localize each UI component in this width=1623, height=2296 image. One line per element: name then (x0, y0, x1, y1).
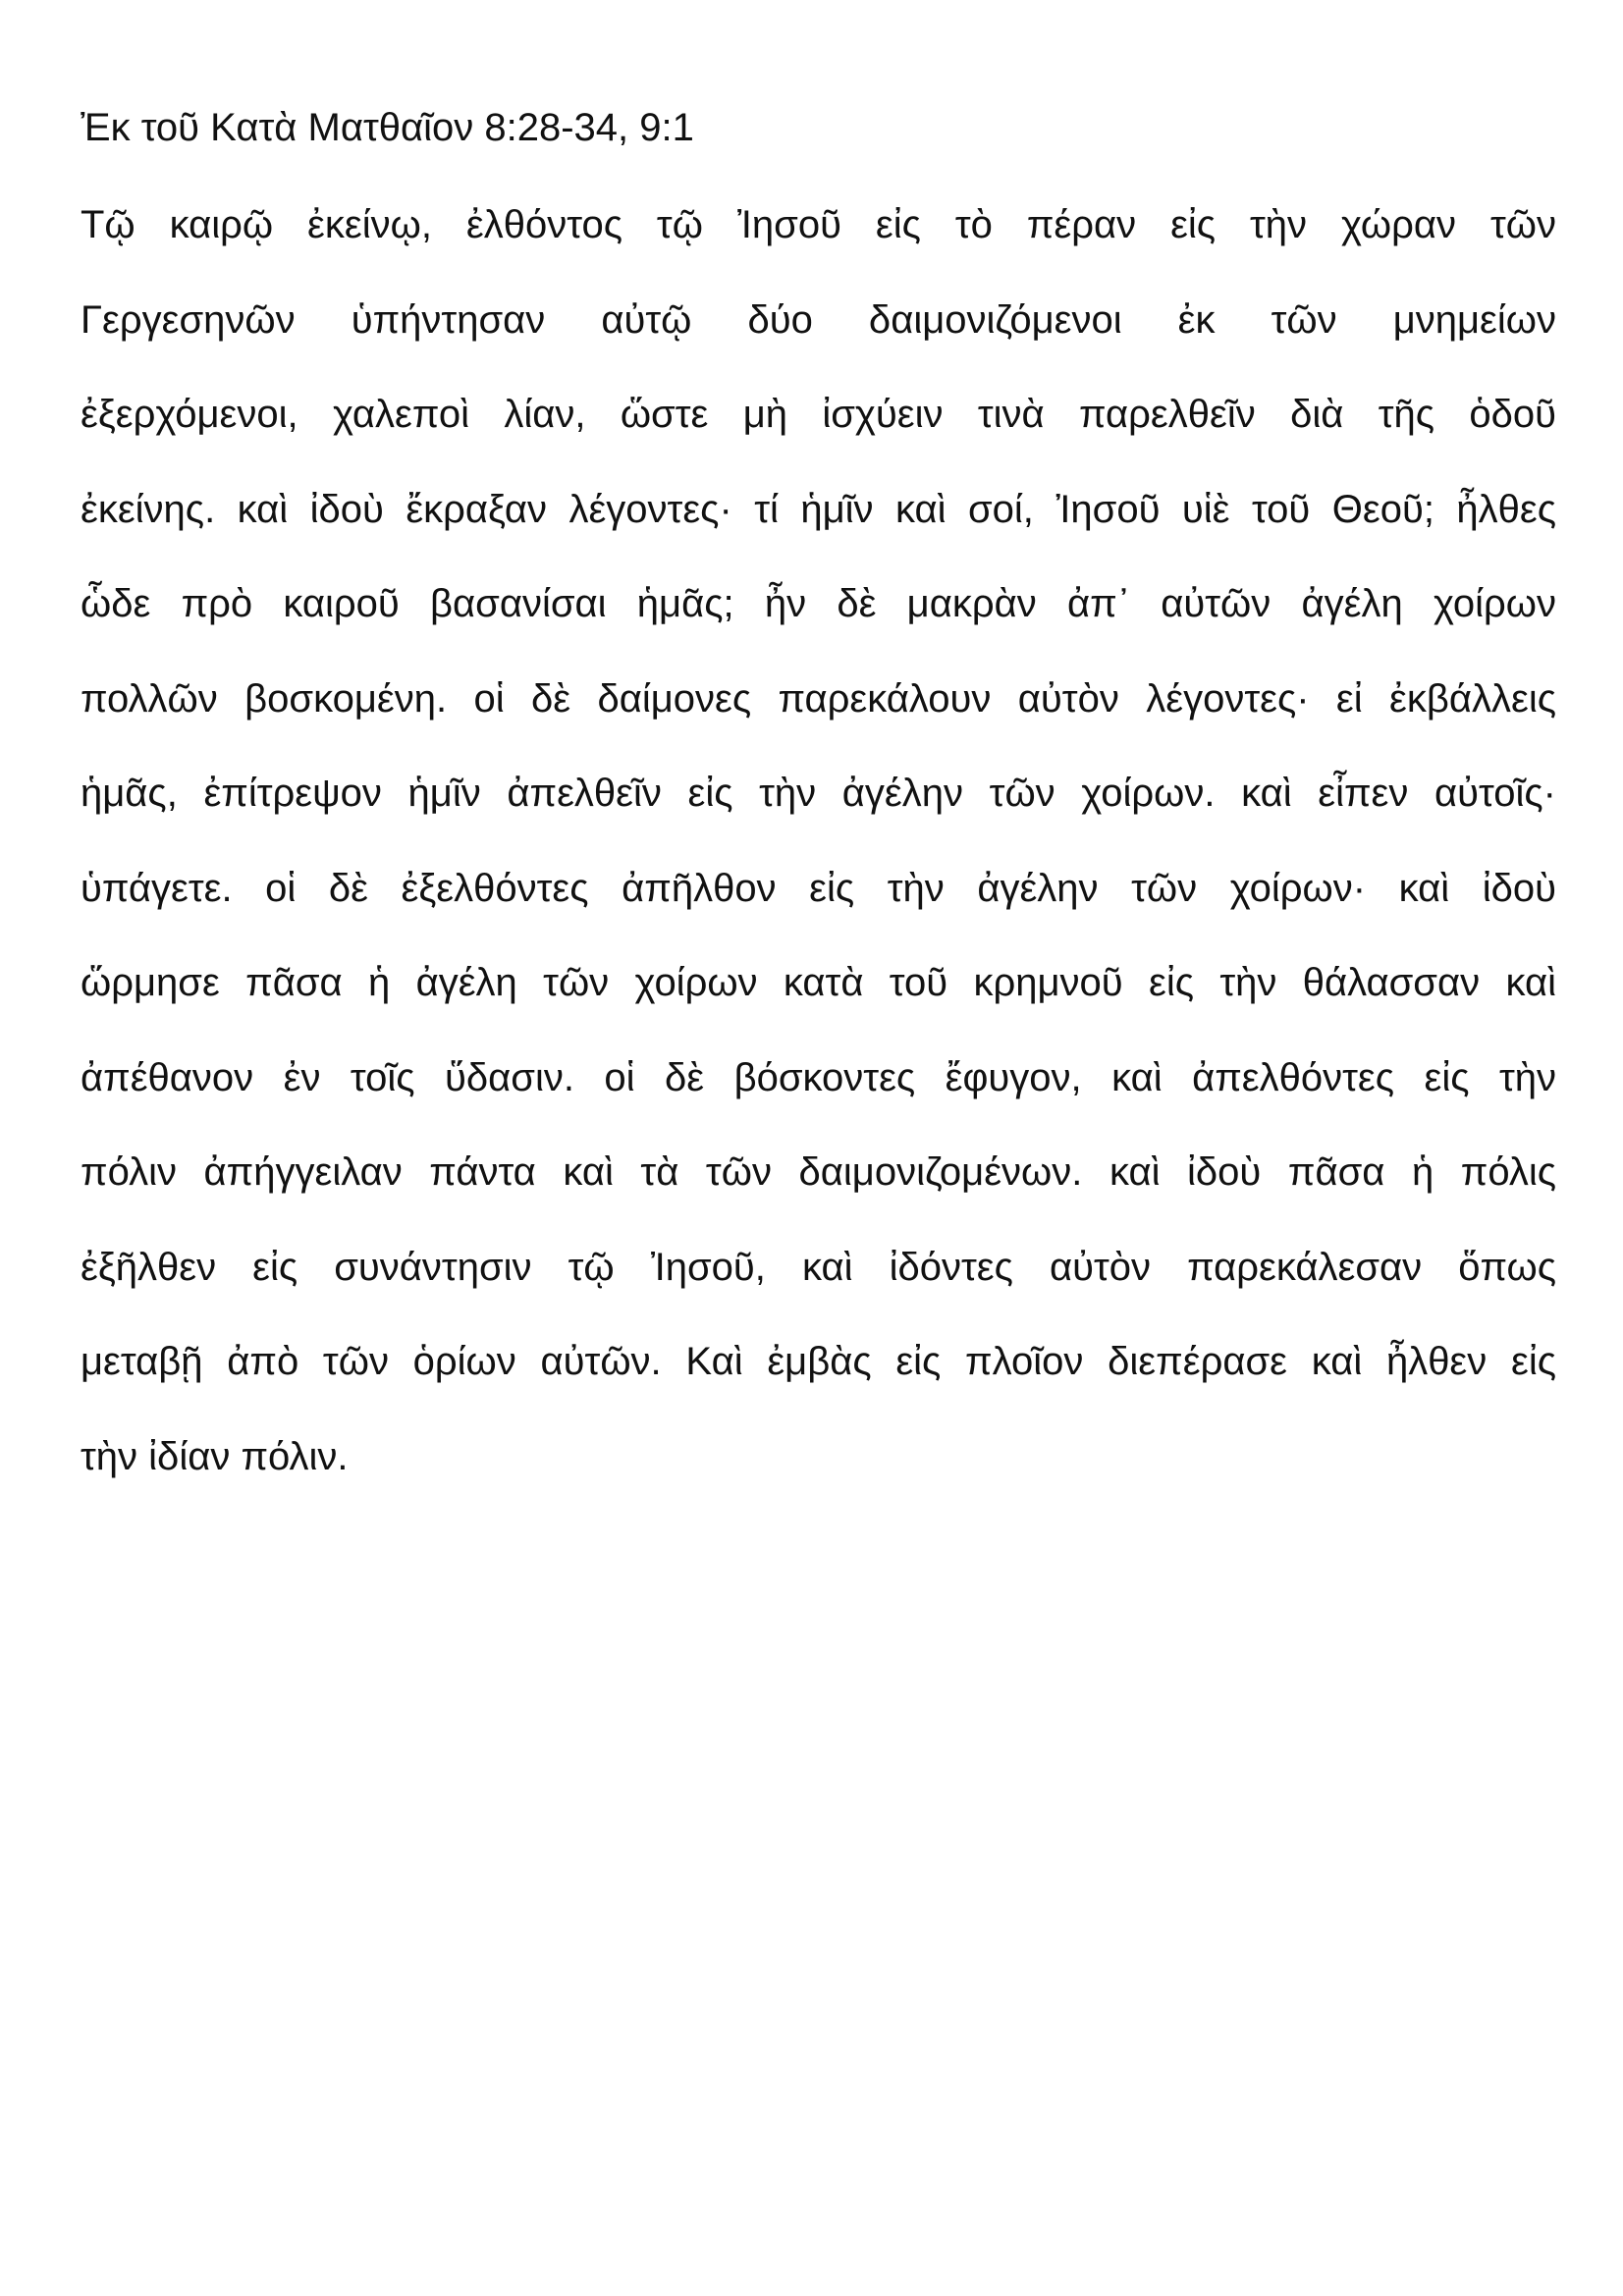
passage-line: μεταβῇ ἀπὸ τῶν ὁρίων αὐτῶν. Καὶ ἐμβὰς εἰς πλοῖον διεπέρασε καὶ ἦλθεν εἰς (81, 1340, 1556, 1383)
passage-line: ὧδε πρὸ καιροῦ βασανίσαι ἡμᾶς; ἦν δὲ μακρὰν ἀπ᾽ αὐτῶν ἀγέλη χοίρων (81, 582, 1556, 625)
passage-line: ὥρμησε πᾶσα ἡ ἀγέλη τῶν χοίρων κατὰ τοῦ κρημνοῦ εἰς τὴν θάλασσαν καὶ (81, 961, 1556, 1004)
passage-line: ὑπάγετε. οἱ δὲ ἐξελθόντες ἀπῆλθον εἰς τὴν ἀγέλην τῶν χοίρων· καὶ ἰδοὺ (81, 866, 1556, 910)
passage-line: ἀπέθανον ἐν τοῖς ὕδασιν. οἱ δὲ βόσκοντες ἔφυγον, καὶ ἀπελθόντες εἰς τὴν (81, 1055, 1556, 1099)
gospel-passage (81, 200, 1556, 1526)
passage-line: Γεργεσηνῶν ὑπήντησαν αὐτῷ δύο δαιμονιζόμενοι ἐκ τῶν μνημείων (81, 297, 1556, 342)
document-heading: Ἐκ τοῦ Κατὰ Ματθαῖον 8:28-34, 9:1 (81, 106, 694, 149)
passage-line: τὴν ἰδίαν πόλιν. (81, 1434, 349, 1478)
passage-line: Τῷ καιρῷ ἐκείνῳ, ἐλθόντος τῷ Ἰησοῦ εἰς τὸ πέραν εἰς τὴν χώραν τῶν (81, 203, 1556, 246)
passage-line: πολλῶν βοσκομένη. οἱ δὲ δαίμονες παρεκάλουν αὐτὸν λέγοντες· εἰ ἐκβάλλεις (81, 676, 1556, 721)
passage-line: ἐξῆλθεν εἰς συνάντησιν τῷ Ἰησοῦ, καὶ ἰδόντες αὐτὸν παρεκάλεσαν ὅπως (81, 1245, 1556, 1289)
passage-line: ἐξερχόμενοι, χαλεποὶ λίαν, ὥστε μὴ ἰσχύειν τινὰ παρελθεῖν διὰ τῆς ὁδοῦ (81, 393, 1556, 436)
passage-line: ἡμᾶς, ἐπίτρεψον ἡμῖν ἀπελθεῖν εἰς τὴν ἀγέλην τῶν χοίρων. καὶ εἶπεν αὐτοῖς· (81, 772, 1556, 815)
document-body (81, 103, 1556, 1526)
passage-line: πόλιν ἀπήγγειλαν πάντα καὶ τὰ τῶν δαιμονιζομένων. καὶ ἰδοὺ πᾶσα ἡ πόλις (81, 1150, 1556, 1194)
passage-line: ἐκείνης. καὶ ἰδοὺ ἔκραξαν λέγοντες· τί ἡμῖν καὶ σοί, Ἰησοῦ υἱὲ τοῦ Θεοῦ; ἦλθες (81, 487, 1556, 531)
